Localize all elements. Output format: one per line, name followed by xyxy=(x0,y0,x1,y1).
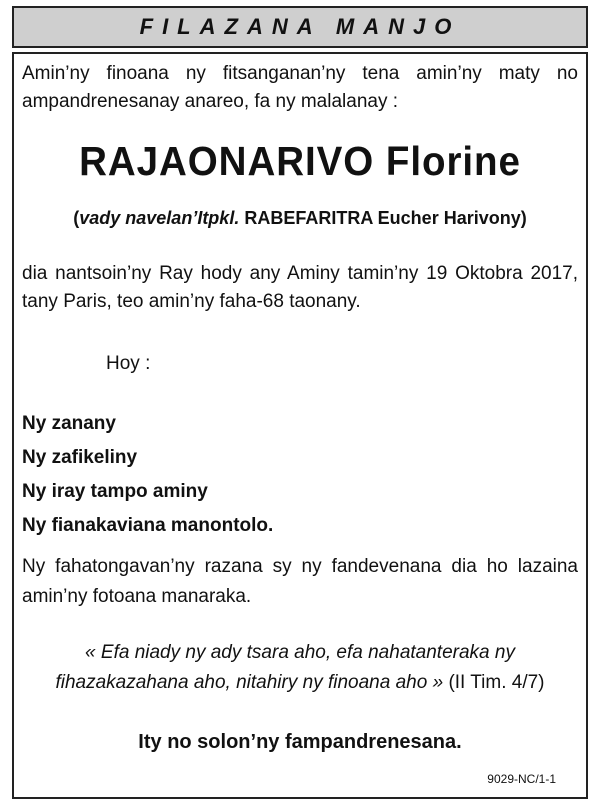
family-item: Ny zanany xyxy=(22,413,116,434)
spouse-close-paren: ) xyxy=(520,208,527,228)
quote-text: « Efa niady ny ady tsara aho, efa nahatanteraka ny fihazakazahana aho, nitahiry ny finoana aho » xyxy=(55,642,515,693)
death-info-paragraph: dia nantsoin’ny Ray hody any Aminy tamin’ny 19 Oktobra 2017, tany Paris, teo amin’ny faha-68 taonany. xyxy=(22,263,578,312)
family-item: Ny zafikeliny xyxy=(22,447,138,468)
spouse-prefix: vady navelan’Itpkl. xyxy=(79,208,240,228)
notice-body xyxy=(12,52,588,799)
intro-paragraph: Amin’ny finoana ny fitsanganan’ny tena amin’ny maty no ampandrenesanay anareo, fa ny malalanay : xyxy=(22,63,578,112)
family-list xyxy=(22,407,578,543)
family-item: Ny iray tampo aminy xyxy=(22,481,208,502)
spouse-name: RABEFARITRA Eucher Harivony xyxy=(244,208,521,228)
deceased-name: RAJAONARIVO Florine xyxy=(79,138,521,184)
family-item: Ny fianakaviana manontolo. xyxy=(22,515,274,536)
reference-code: 9029-NC/1-1 xyxy=(487,772,556,786)
hoy-label: Hoy : xyxy=(106,353,151,374)
closing-statement: Ity no solon’ny fampandrenesana. xyxy=(138,731,462,753)
header-bar xyxy=(12,6,588,48)
spouse-line xyxy=(14,208,586,229)
quote-reference: (II Tim. 4/7) xyxy=(448,672,545,693)
funeral-info-paragraph: Ny fahatongavan’ny razana sy ny fandevenana dia ho lazaina amin’ny fotoana manaraka. xyxy=(22,556,578,607)
header-title: FILAZANA MANJO xyxy=(139,14,461,39)
bible-quote xyxy=(22,638,578,698)
spouse-open-paren: ( xyxy=(73,208,80,228)
